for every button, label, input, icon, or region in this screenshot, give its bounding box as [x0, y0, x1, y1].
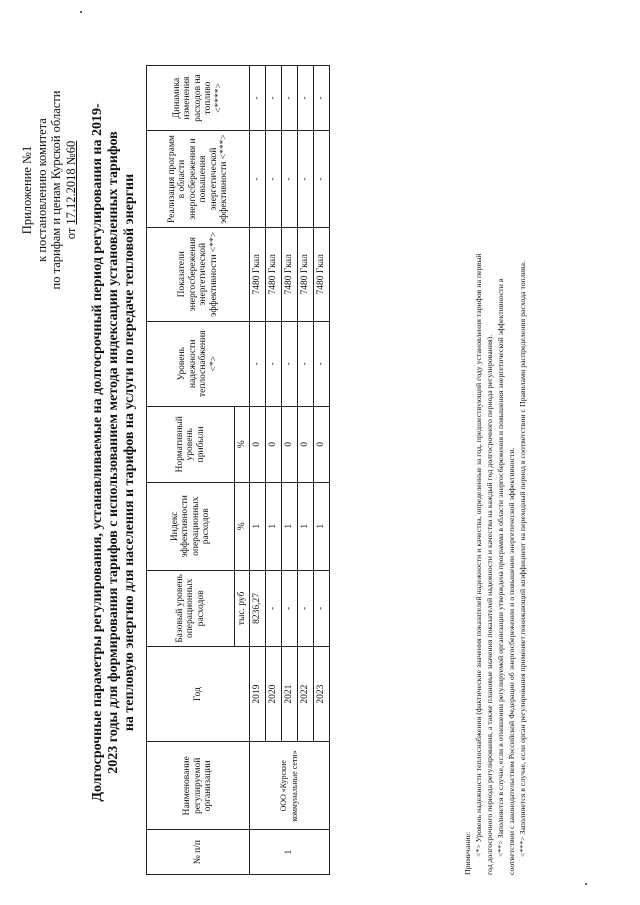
cell-dynamics: -	[314, 66, 330, 131]
cell-profit: 0	[314, 407, 330, 483]
cell-dynamics: -	[282, 66, 298, 131]
cell-base: 8236,27	[250, 570, 266, 646]
title-line-3: на тепловую энергию для населения и тарифов на услуги по передаче тепловой энергии	[122, 173, 137, 732]
cell-energy: 7480 Гкал	[282, 228, 298, 322]
cell-dynamics: -	[250, 66, 266, 131]
cell-year: 2022	[298, 646, 314, 742]
cell-reliability: -	[298, 321, 314, 407]
unit-base: тыс. руб	[235, 570, 250, 646]
cell-index: 1	[282, 482, 298, 570]
cell-year: 2020	[266, 646, 282, 742]
document-header	[20, 60, 78, 320]
note-1-line-1: <*> Уровень надежности теплоснабжения (фактические значения показателей надежности и качества, определенные за год, предшествующий году установления тарифов на первый	[474, 253, 483, 857]
title-line-2: 2023 годы для формирования тарифов с использованием метода индексации установленных тарифов	[106, 131, 121, 774]
header-base: Базовый уровень операционных расходов	[147, 570, 235, 646]
cell-program: -	[282, 131, 298, 228]
header-org: Наименование регулируемой организации	[147, 742, 250, 830]
cell-program: -	[266, 131, 282, 228]
cell-profit: 0	[250, 407, 266, 483]
note-3: <***> Заполняется в случае, если орган регулирования применяет понижающий коэффициент на переходный период в соответствии с Правилами распределения расхода топлива.	[518, 261, 527, 857]
header-line-2: по тарифам и ценам Курской области	[49, 90, 63, 290]
cell-index: 1	[298, 482, 314, 570]
cell-reliability: -	[282, 321, 298, 407]
cell-profit: 0	[298, 407, 314, 483]
cell-energy: 7480 Гкал	[298, 228, 314, 322]
cell-base: -	[282, 570, 298, 646]
table-row	[250, 66, 266, 875]
parameters-table	[146, 65, 330, 875]
notes-heading: Примечание:	[463, 831, 472, 875]
note-2-line-1: <**> Заполняется в случае, если в отношении регулируемой организации утверждена программа в области энергосбережения и повышения энергетической эффективности в	[496, 278, 505, 857]
note-2-line-2: соответствии с законодательством Российской Федерации об энергосбережении и о повышении энергетической эффективности.	[507, 447, 516, 875]
cell-index: 1	[266, 482, 282, 570]
header-program: Реализация программ в области энергосбережения и повышения энергетической эффективности <***>	[147, 131, 250, 228]
cell-energy: 7480 Гкал	[250, 228, 266, 322]
cell-index: 1	[250, 482, 266, 570]
cell-dynamics: -	[298, 66, 314, 131]
header-no: № п/п	[147, 830, 250, 875]
header-profit: Нормативный уровень прибыли	[147, 407, 235, 483]
cell-index: 1	[314, 482, 330, 570]
cell-year: 2019	[250, 646, 266, 742]
title-line-1: Долгосрочные параметры регулирования, устанавливаемые на долгосрочный период регулирования на 2019-	[90, 103, 105, 802]
scan-speck	[585, 883, 587, 885]
unit-profit: %	[235, 407, 250, 483]
header-line-1: к постановлению комитета	[34, 118, 49, 262]
header-year: Год	[147, 646, 250, 742]
cell-base: -	[266, 570, 282, 646]
cell-energy: 7480 Гкал	[266, 228, 282, 322]
header-date: от 17.12.2018 №60	[63, 140, 78, 240]
header-dynamics: Динамика изменения расходов на топливо <****>	[147, 66, 250, 131]
cell-energy: 7480 Гкал	[314, 228, 330, 322]
cell-reliability: -	[314, 321, 330, 407]
cell-reliability: -	[250, 321, 266, 407]
cell-profit: 0	[282, 407, 298, 483]
document-title	[90, 30, 138, 875]
cell-profit: 0	[266, 407, 282, 483]
cell-year: 2023	[314, 646, 330, 742]
scan-speck	[80, 11, 82, 13]
cell-program: -	[250, 131, 266, 228]
cell-year: 2021	[282, 646, 298, 742]
cell-dynamics: -	[266, 66, 282, 131]
appendix-label: Приложение №1	[20, 145, 34, 235]
note-1-line-2: год долгосрочного периода регулирования, а также плановые значения показателей надежности и качества на каждый год долгосрочного периода регулирования).	[485, 334, 494, 875]
header-index: Индекс эффективности операционных расходов	[147, 482, 235, 570]
unit-index: %	[235, 482, 250, 570]
table-header-row	[147, 66, 235, 875]
notes-section	[462, 75, 528, 875]
cell-program: -	[314, 131, 330, 228]
cell-base: -	[314, 570, 330, 646]
cell-reliability: -	[266, 321, 282, 407]
header-reliability: Уровень надежности теплоснабжения <*>	[147, 321, 250, 407]
cell-program: -	[298, 131, 314, 228]
cell-base: -	[298, 570, 314, 646]
row-number: 1	[250, 830, 330, 875]
organization-name: ООО «Курские коммунальные сети»	[250, 742, 330, 830]
header-energy: Показатели энергосбережения энергетической эффективности <**>	[147, 228, 250, 322]
